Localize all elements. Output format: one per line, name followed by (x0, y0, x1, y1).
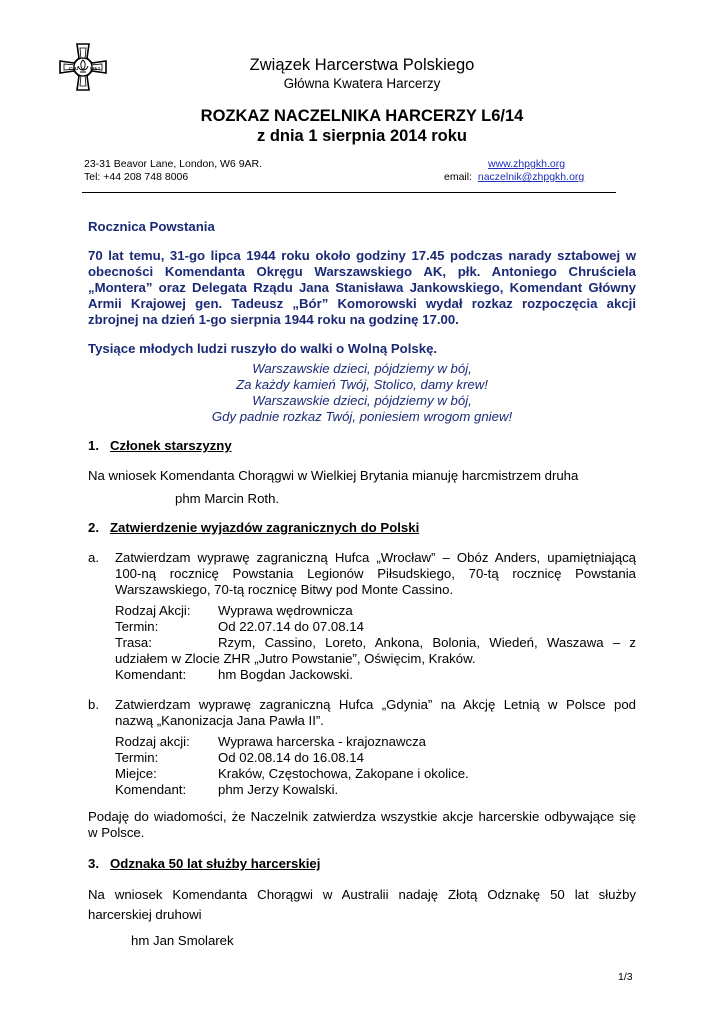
detail-label: Trasa: (115, 635, 152, 650)
poem-stanza (88, 361, 636, 425)
item-line: 100-ną rocznicę Powstania Legionów Piłsudskiego, 70-tą rocznicę Powstania (115, 566, 636, 581)
detail-value: Wyprawa harcerska - krajoznawcza (218, 734, 427, 749)
anniversary-sentence: Tysiące młodych ludzi ruszyło do walki o Wolną Polskę. (88, 341, 438, 356)
anniversary-paragraph (88, 248, 636, 328)
item-line: Warszawskiego, 70-tą rocznicę Bitwy pod Monte Cassino. (115, 582, 454, 597)
detail-value-cont: udziałem w Zlocie ZHR „Jutro Powstanie”, Oświęcim, Kraków. (115, 651, 476, 666)
item-b-text (115, 697, 636, 729)
anniversary-heading: Rocznica Powstania (88, 219, 215, 234)
note-line: Podaję do wiadomości, że Naczelnik zatwierdza wszystkie akcje harcerskie odbywające się (88, 809, 636, 824)
detail-label: Komendant: (115, 782, 187, 797)
poem-line: Za każdy kamień Twój, Stolico, damy krew! (236, 377, 488, 392)
detail-value: Wyprawa wędrownicza (218, 603, 353, 618)
section3-line: harcerskiej druhowi (88, 907, 202, 922)
poem-line: Warszawskie dzieci, pójdziemy w bój, (252, 361, 472, 376)
anniversary-line: obecności Komendanta Okręgu Warszawskiego AK, płk. Antoniego Chruściela (88, 264, 636, 279)
section1-text: Na wniosek Komendanta Chorągwi w Wielkiej Brytania mianuję harcmistrzem druha (88, 468, 579, 483)
detail-value: Od 22.07.14 do 07.08.14 (218, 619, 364, 634)
detail-label: Miejce: (115, 766, 157, 781)
item-letter: b. (88, 697, 99, 712)
organization-name: Związek Harcerstwa Polskiego (249, 56, 475, 74)
item-line: Zatwierdzam wyprawę zagraniczną Hufca „Gdynia” na Akcję Letnią w Polsce pod (115, 697, 636, 712)
email-link[interactable]: naczelnik@zhpgkh.org (477, 171, 585, 183)
order-date: z dnia 1 sierpnia 2014 roku (256, 127, 467, 145)
telephone: Tel: +44 208 748 8006 (84, 171, 189, 183)
detail-value: phm Jerzy Kowalski. (218, 782, 339, 797)
section-number: 2. (88, 520, 99, 535)
order-title: ROZKAZ NACZELNIKA HARCERZY L6/14 (200, 107, 524, 125)
section-title: Zatwierdzenie wyjazdów zagranicznych do Polski (110, 520, 420, 535)
appointee-name: phm Marcin Roth. (175, 491, 280, 506)
detail-label: Termin: (115, 619, 159, 634)
email-label: email: (444, 171, 473, 183)
anniversary-line: zbrojnej na dzień 1-go sierpnia 1944 roku na godzinę 17.00. (88, 312, 459, 327)
anniversary-line: 70 lat temu, 31-go lipca 1944 roku około godziny 17.45 podczas narady sztabowej w (88, 248, 636, 263)
postal-address: 23-31 Beavor Lane, London, W6 9AR. (84, 158, 263, 170)
section-number: 1. (88, 438, 99, 453)
section-number: 3. (88, 856, 99, 871)
website-link[interactable]: www.zhpgkh.org (488, 158, 566, 170)
detail-label: Rodzaj akcji: (115, 734, 190, 749)
anniversary-line: „Montera” oraz Delegata Rządu Jana Stanisława Jankowskiego, Komendant Główny (88, 280, 636, 295)
detail-value: Od 02.08.14 do 16.08.14 (218, 750, 364, 765)
harcerski-cross-logo (58, 42, 108, 92)
item-line: Zatwierdzam wyprawę zagraniczną Hufca „Wrocław” – Obóz Anders, upamiętniającą (115, 550, 636, 565)
anniversary-line: Armii Krajowej gen. Tadeusz „Bór” Komorowski wydał rozkaz rozpoczęcia akcji (88, 296, 636, 311)
item-letter: a. (88, 550, 99, 565)
awardee-name: hm Jan Smolarek (131, 933, 234, 948)
section-title: Członek starszyzny (110, 438, 232, 453)
detail-value: Kraków, Częstochowa, Zakopane i okolice. (218, 766, 469, 781)
item-line: nazwą „Kanonizacja Jana Pawła II”. (115, 713, 324, 728)
poem-line: Gdy padnie rozkaz Twój, poniesiem wrogom gniew! (211, 409, 513, 424)
poem-line: Warszawskie dzieci, pójdziemy w bój, (252, 393, 472, 408)
organization-subtitle: Główna Kwatera Harcerzy (283, 76, 441, 91)
detail-label: Rodzaj Akcji: (115, 603, 191, 618)
section3-text (88, 885, 636, 925)
section-title: Odznaka 50 lat służby harcerskiej (110, 856, 321, 871)
detail-value: hm Bogdan Jackowski. (218, 667, 353, 682)
item-a-text (115, 550, 636, 598)
section3-line: Na wniosek Komendanta Chorągwi w Australii nadaję Złotą Odznakę 50 lat służby (88, 887, 636, 902)
page-number: 1/3 (618, 971, 633, 983)
detail-label: Termin: (115, 750, 159, 765)
detail-label: Komendant: (115, 667, 187, 682)
logo-lettering: CZU (69, 66, 79, 71)
detail-value: Rzym, Cassino, Loreto, Ankona, Bolonia, Wiedeń, Waszawa – z (218, 635, 636, 650)
note-line: w Polsce. (88, 825, 145, 840)
email-row (444, 171, 584, 184)
header-divider (82, 192, 616, 193)
section2-note (88, 809, 636, 841)
svg-text:WAJ: WAJ (90, 66, 100, 71)
